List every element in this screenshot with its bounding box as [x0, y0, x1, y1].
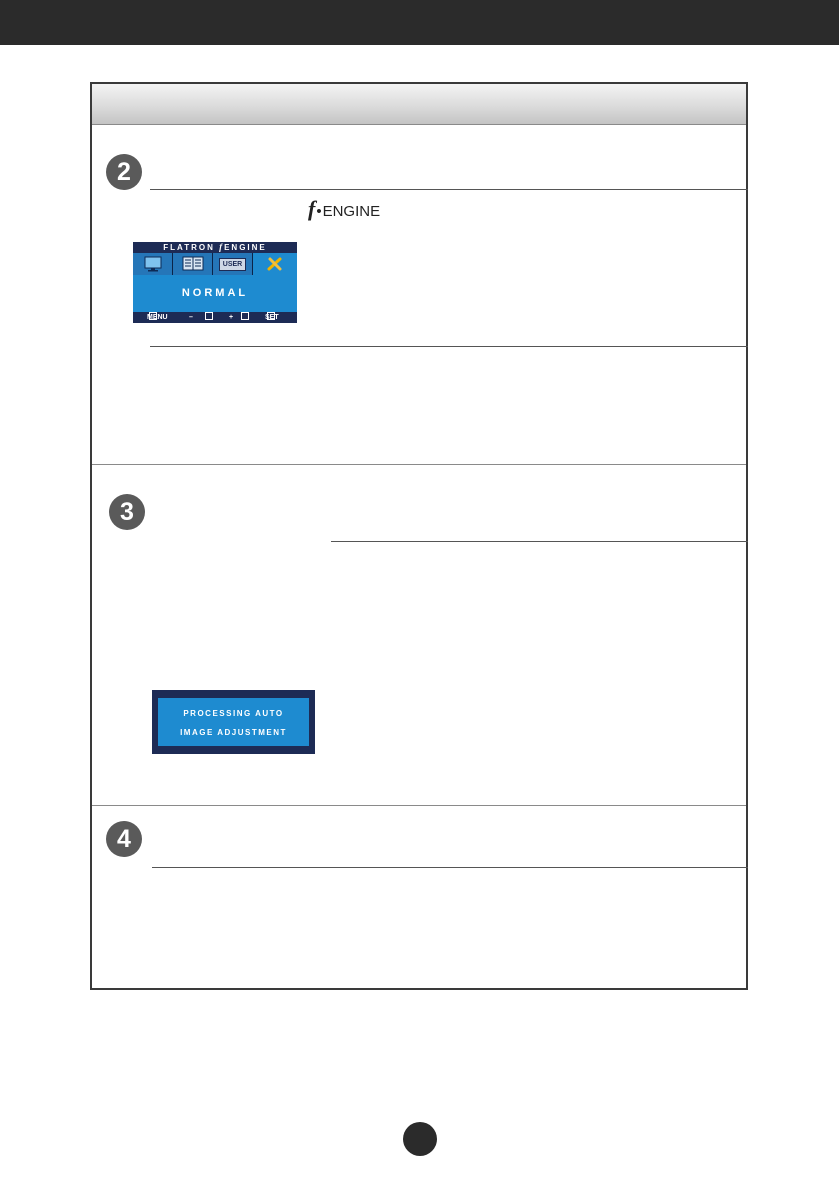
- osd-fengine-menu: [133, 242, 297, 323]
- heading-rule: [331, 541, 748, 542]
- osd-footer-minus-label: –: [189, 314, 193, 321]
- page-number-badge: [403, 1122, 437, 1156]
- content-frame: [90, 82, 748, 990]
- osd-tab-user[interactable]: [213, 253, 253, 275]
- fengine-label: ENGINE: [322, 203, 381, 220]
- osd-mode-label: NORMAL: [181, 287, 249, 299]
- fengine-f-glyph: f: [219, 242, 225, 252]
- osd-auto-line-2: IMAGE ADJUSTMENT: [180, 728, 287, 737]
- heading-rule: [152, 867, 748, 868]
- osd-tab-text[interactable]: [173, 253, 213, 275]
- osd-footer-menu-label: MENU: [147, 314, 168, 321]
- step-number-3: 3: [109, 494, 145, 530]
- minus-key-box: [205, 312, 213, 320]
- osd-footer-set-label: SET: [265, 314, 279, 321]
- monitor-icon: [143, 256, 163, 272]
- menu-key-icon: [149, 312, 157, 320]
- tools-icon: [266, 256, 284, 272]
- sub-rule: [150, 346, 748, 347]
- step-number-4: 4: [106, 821, 142, 857]
- fengine-logo-text: [308, 196, 381, 221]
- plus-key-box: [241, 312, 249, 320]
- osd-tab-movie[interactable]: [133, 253, 173, 275]
- osd-footer: [133, 312, 297, 323]
- user-tab-label: USER: [219, 258, 246, 271]
- osd-footer-plus-label: +: [229, 314, 234, 321]
- osd-title-left: FLATRON: [163, 243, 215, 252]
- heading-rule: [150, 189, 748, 190]
- page-header-bar: [0, 0, 839, 45]
- set-key-icon: [267, 312, 275, 320]
- osd-auto-line-1: PROCESSING AUTO: [183, 709, 284, 718]
- frame-header: [92, 84, 746, 125]
- fengine-f-glyph: f: [308, 196, 316, 221]
- osd-auto-adjust-panel: [158, 698, 309, 746]
- document-icon: [182, 256, 204, 272]
- section-divider: [92, 805, 746, 806]
- osd-tab-row: [133, 253, 297, 275]
- osd-title: [133, 242, 297, 253]
- osd-tab-tools[interactable]: [253, 253, 297, 275]
- osd-title-right: ENGINE: [224, 243, 267, 252]
- step-number-2: 2: [106, 154, 142, 190]
- osd-auto-adjust-message: [152, 690, 315, 754]
- section-divider: [92, 464, 746, 465]
- fengine-dot: •: [316, 203, 322, 220]
